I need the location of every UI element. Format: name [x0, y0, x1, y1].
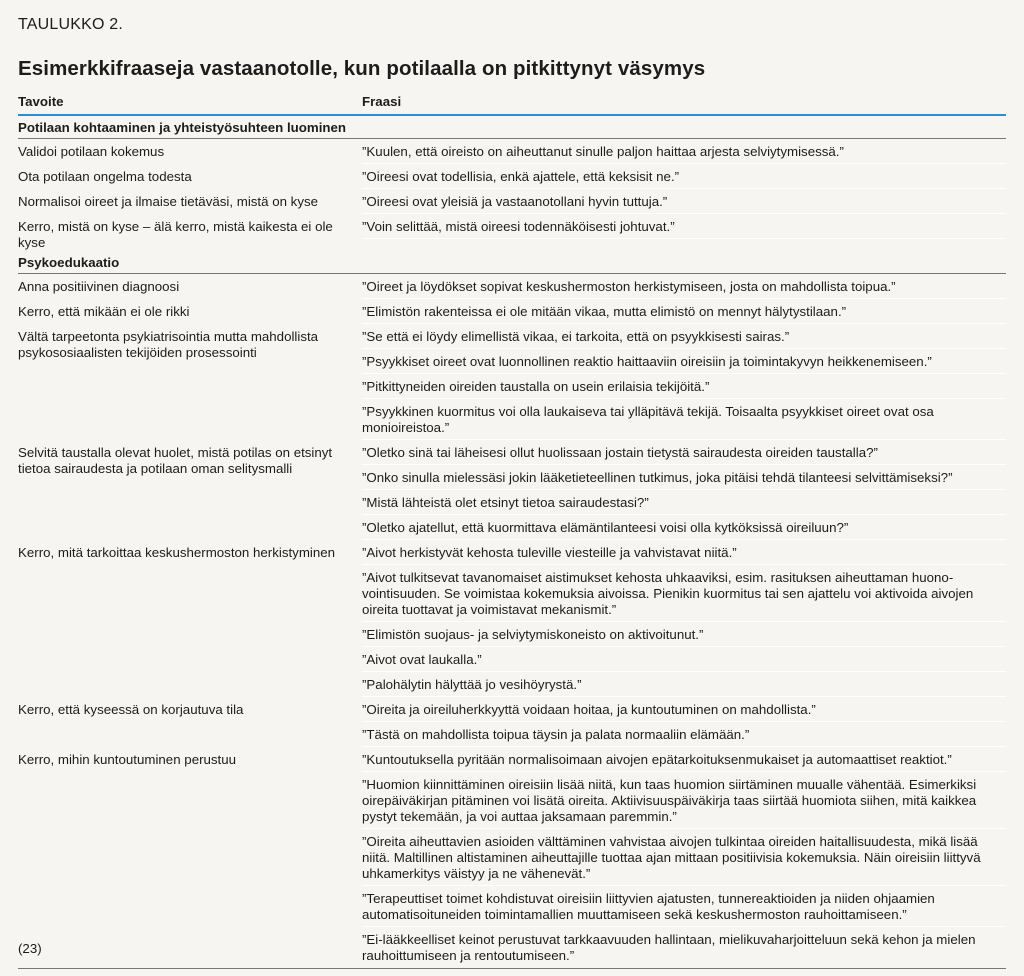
phrase-item: ”Ei-lääkkeelliset keinot perustuvat tarkkaavuuden hallintaan, mielikuvaharjoitteluun sekä kehon ja mielen rauhoittumiseen ja rentoutumiseen.”: [362, 932, 976, 963]
phrase-cell: [362, 139, 1006, 164]
phrase-item: ”Psyykkinen kuormitus voi olla laukaiseva tai ylläpitävä tekijä. Toisaalta psyykkiset oireet ovat osa monioireistoa.”: [362, 399, 1006, 440]
phrase-item: ”Oireita aiheuttavien asioiden välttäminen vahvistaa aivojen tulkintaa oireiden haitallisuudesta, mikä lisää niitä. Maltillinen altistaminen aiheuttajille tuottaa ajan mittaan positiivisia kokemuksia. Näin oireisiin liittyvä uhkamerkitys väistyy ja ne vähenevät.”: [362, 829, 1006, 886]
table-title: Esimerkkifraaseja vastaanotolle, kun potilaalla on pitkittynyt väsymys: [18, 57, 706, 80]
phrase-item: ”Elimistön rakenteissa ei ole mitään vikaa, mutta elimistö on mennyt hälytystilaan.”: [362, 299, 1006, 324]
phrase-item: ”Oletko sinä tai läheisesi ollut huolissaan jostain tietystä sairaudesta oireiden taustalla?”: [362, 440, 1006, 465]
source-reference: (23): [18, 941, 42, 956]
phrase-item: ”Voin selittää, mistä oireesi todennäköisesti johtuvat.”: [362, 214, 1006, 239]
table-row: [18, 274, 1006, 299]
phrase-cell: [362, 274, 1006, 299]
goal-cell: Vältä tarpeetonta psykiatrisointia mutta mahdollista psykososiaalisten tekijöiden prosessointi: [18, 329, 319, 360]
table-body: [18, 116, 1006, 967]
goal-cell: Kerro, mitä tarkoittaa keskushermoston herkistyminen: [18, 545, 336, 560]
table-row: [18, 139, 1006, 164]
phrase-item: ”Oletko ajatellut, että kuormittava elämäntilanteesi voisi olla kytköksissä oireiluun?”: [362, 515, 1006, 540]
table-row: [18, 324, 1006, 440]
goal-cell: Selvitä taustalla olevat huolet, mistä potilas on etsinyt tietoa sairaudesta ja potilaan oman selitysmalli: [18, 445, 333, 476]
table-label: TAULUKKO 2.: [18, 16, 124, 33]
phrase-cell: [362, 324, 1006, 440]
phrase-item: ”Oireita ja oireiluherkkyyttä voidaan hoitaa, ja kuntoutuminen on mahdollista.”: [362, 697, 1006, 722]
phrase-cell: [362, 747, 1006, 967]
goal-cell: Kerro, mistä on kyse – älä kerro, mistä kaikesta ei ole kyse: [18, 219, 333, 250]
table-row: [18, 214, 1006, 251]
column-header-goal: Tavoite: [18, 94, 64, 109]
phrase-item: ”Oireesi ovat todellisia, enkä ajattele, että keksisit ne.”: [362, 164, 1006, 189]
phrase-item: ”Oireesi ovat yleisiä ja vastaanotollani hyvin tuttuja.”: [362, 189, 1006, 214]
phrase-item: ”Tästä on mahdollista toipua täysin ja palata normaaliin elämään.”: [362, 722, 1006, 747]
goal-cell: Validoi potilaan kokemus: [18, 144, 165, 159]
phrase-item: ”Elimistön suojaus- ja selviytymiskoneisto on aktivoitunut.”: [362, 622, 1006, 647]
column-header-phrase: Fraasi: [362, 94, 402, 109]
goal-cell: Ota potilaan ongelma todesta: [18, 169, 192, 184]
phrase-item: ”Psyykkiset oireet ovat luonnollinen reaktio haittaaviin oireisiin ja toimintakyvyn heikkenemiseen.”: [362, 349, 1006, 374]
table-row: [18, 189, 1006, 214]
section-heading: Psykoedukaatio: [18, 251, 1006, 274]
table-header: [18, 94, 1006, 116]
phrase-item: ”Pitkittyneiden oireiden taustalla on usein erilaisia tekijöitä.”: [362, 374, 1006, 399]
phrase-item: ”Kuntoutuksella pyritään normalisoimaan aivojen epätarkoituksenmukaiset ja automaattiset reaktiot.”: [362, 747, 1006, 772]
phrase-cell: [362, 214, 1006, 251]
phrase-item: ”Aivot tulkitsevat tavanomaiset aistimukset kehosta uhkaaviksi, esim. rasituksen aiheuttaman huono-vointisuuden. Se voimistaa kokemuksia aivoissa. Pienikin kuormitus tai sen ajattelu voi aktivoida aivojen oireita tuottavat ja voimistavat mekanismit.”: [362, 565, 1006, 622]
phrase-item: ”Palohälytin hälyttää jo vesihöyrystä.”: [362, 672, 1006, 697]
phrase-item: ”Terapeuttiset toimet kohdistuvat oireisiin liittyvien ajatusten, tunnereaktioiden ja niiden ohjaamien automatisoituneiden toimintamallien muuttamiseen sekä keskushermoston rauhoittamiseen.”: [362, 886, 1006, 927]
goal-cell: Anna positiivinen diagnoosi: [18, 279, 180, 294]
phrase-item: ”Huomion kiinnittäminen oireisiin lisää niitä, kun taas huomion siirtäminen muualle vähentää. Esimerkiksi oirepäiväkirjan pitäminen voi lisätä oireita. Aktiivisuuspäiväkirja taas siirtää huomiota siihen, mitä kaikkea pystyt tekemään, ja voi auttaa jaksamaan paremmin.”: [362, 772, 1006, 829]
table-row: [18, 540, 1006, 697]
phrase-item: ”Kuulen, että oireisto on aiheuttanut sinulle paljon haittaa arjesta selviytymisessä.”: [362, 139, 1006, 164]
phrase-item: ”Oireet ja löydökset sopivat keskushermoston herkistymiseen, josta on mahdollista toipua.”: [362, 274, 1006, 299]
phrase-item: ”Se että ei löydy elimellistä vikaa, ei tarkoita, että on psyykkisesti sairas.”: [362, 324, 1006, 349]
phrase-table: [18, 94, 1006, 969]
table-row: [18, 747, 1006, 967]
table-row: [18, 440, 1006, 540]
phrase-item: ”Onko sinulla mielessäsi jokin lääketieteellinen tutkimus, joka pitäisi tehdä tilanteesi selvittämiseksi?”: [362, 465, 1006, 490]
table-row: [18, 164, 1006, 189]
section-heading: Potilaan kohtaaminen ja yhteistyösuhteen luominen: [18, 116, 1006, 139]
phrase-cell: [362, 299, 1006, 324]
goal-cell: Kerro, että mikään ei ole rikki: [18, 304, 190, 319]
goal-cell: Normalisoi oireet ja ilmaise tietäväsi, mistä on kyse: [18, 194, 319, 209]
goal-cell: Kerro, että kyseessä on korjautuva tila: [18, 702, 244, 717]
table-bottom-rule: [18, 968, 1006, 969]
phrase-item: ”Aivot herkistyvät kehosta tuleville viesteille ja vahvistavat niitä.”: [362, 540, 1006, 565]
phrase-cell: [362, 189, 1006, 214]
phrase-item: ”Aivot ovat laukalla.”: [362, 647, 1006, 672]
table-row: [18, 299, 1006, 324]
phrase-cell: [362, 440, 1006, 540]
phrase-item: ”Mistä lähteistä olet etsinyt tietoa sairaudestasi?”: [362, 490, 1006, 515]
table-row: [18, 697, 1006, 747]
phrase-cell: [362, 697, 1006, 747]
phrase-cell: [362, 540, 1006, 697]
phrase-cell: [362, 164, 1006, 189]
goal-cell: Kerro, mihin kuntoutuminen perustuu: [18, 752, 237, 767]
